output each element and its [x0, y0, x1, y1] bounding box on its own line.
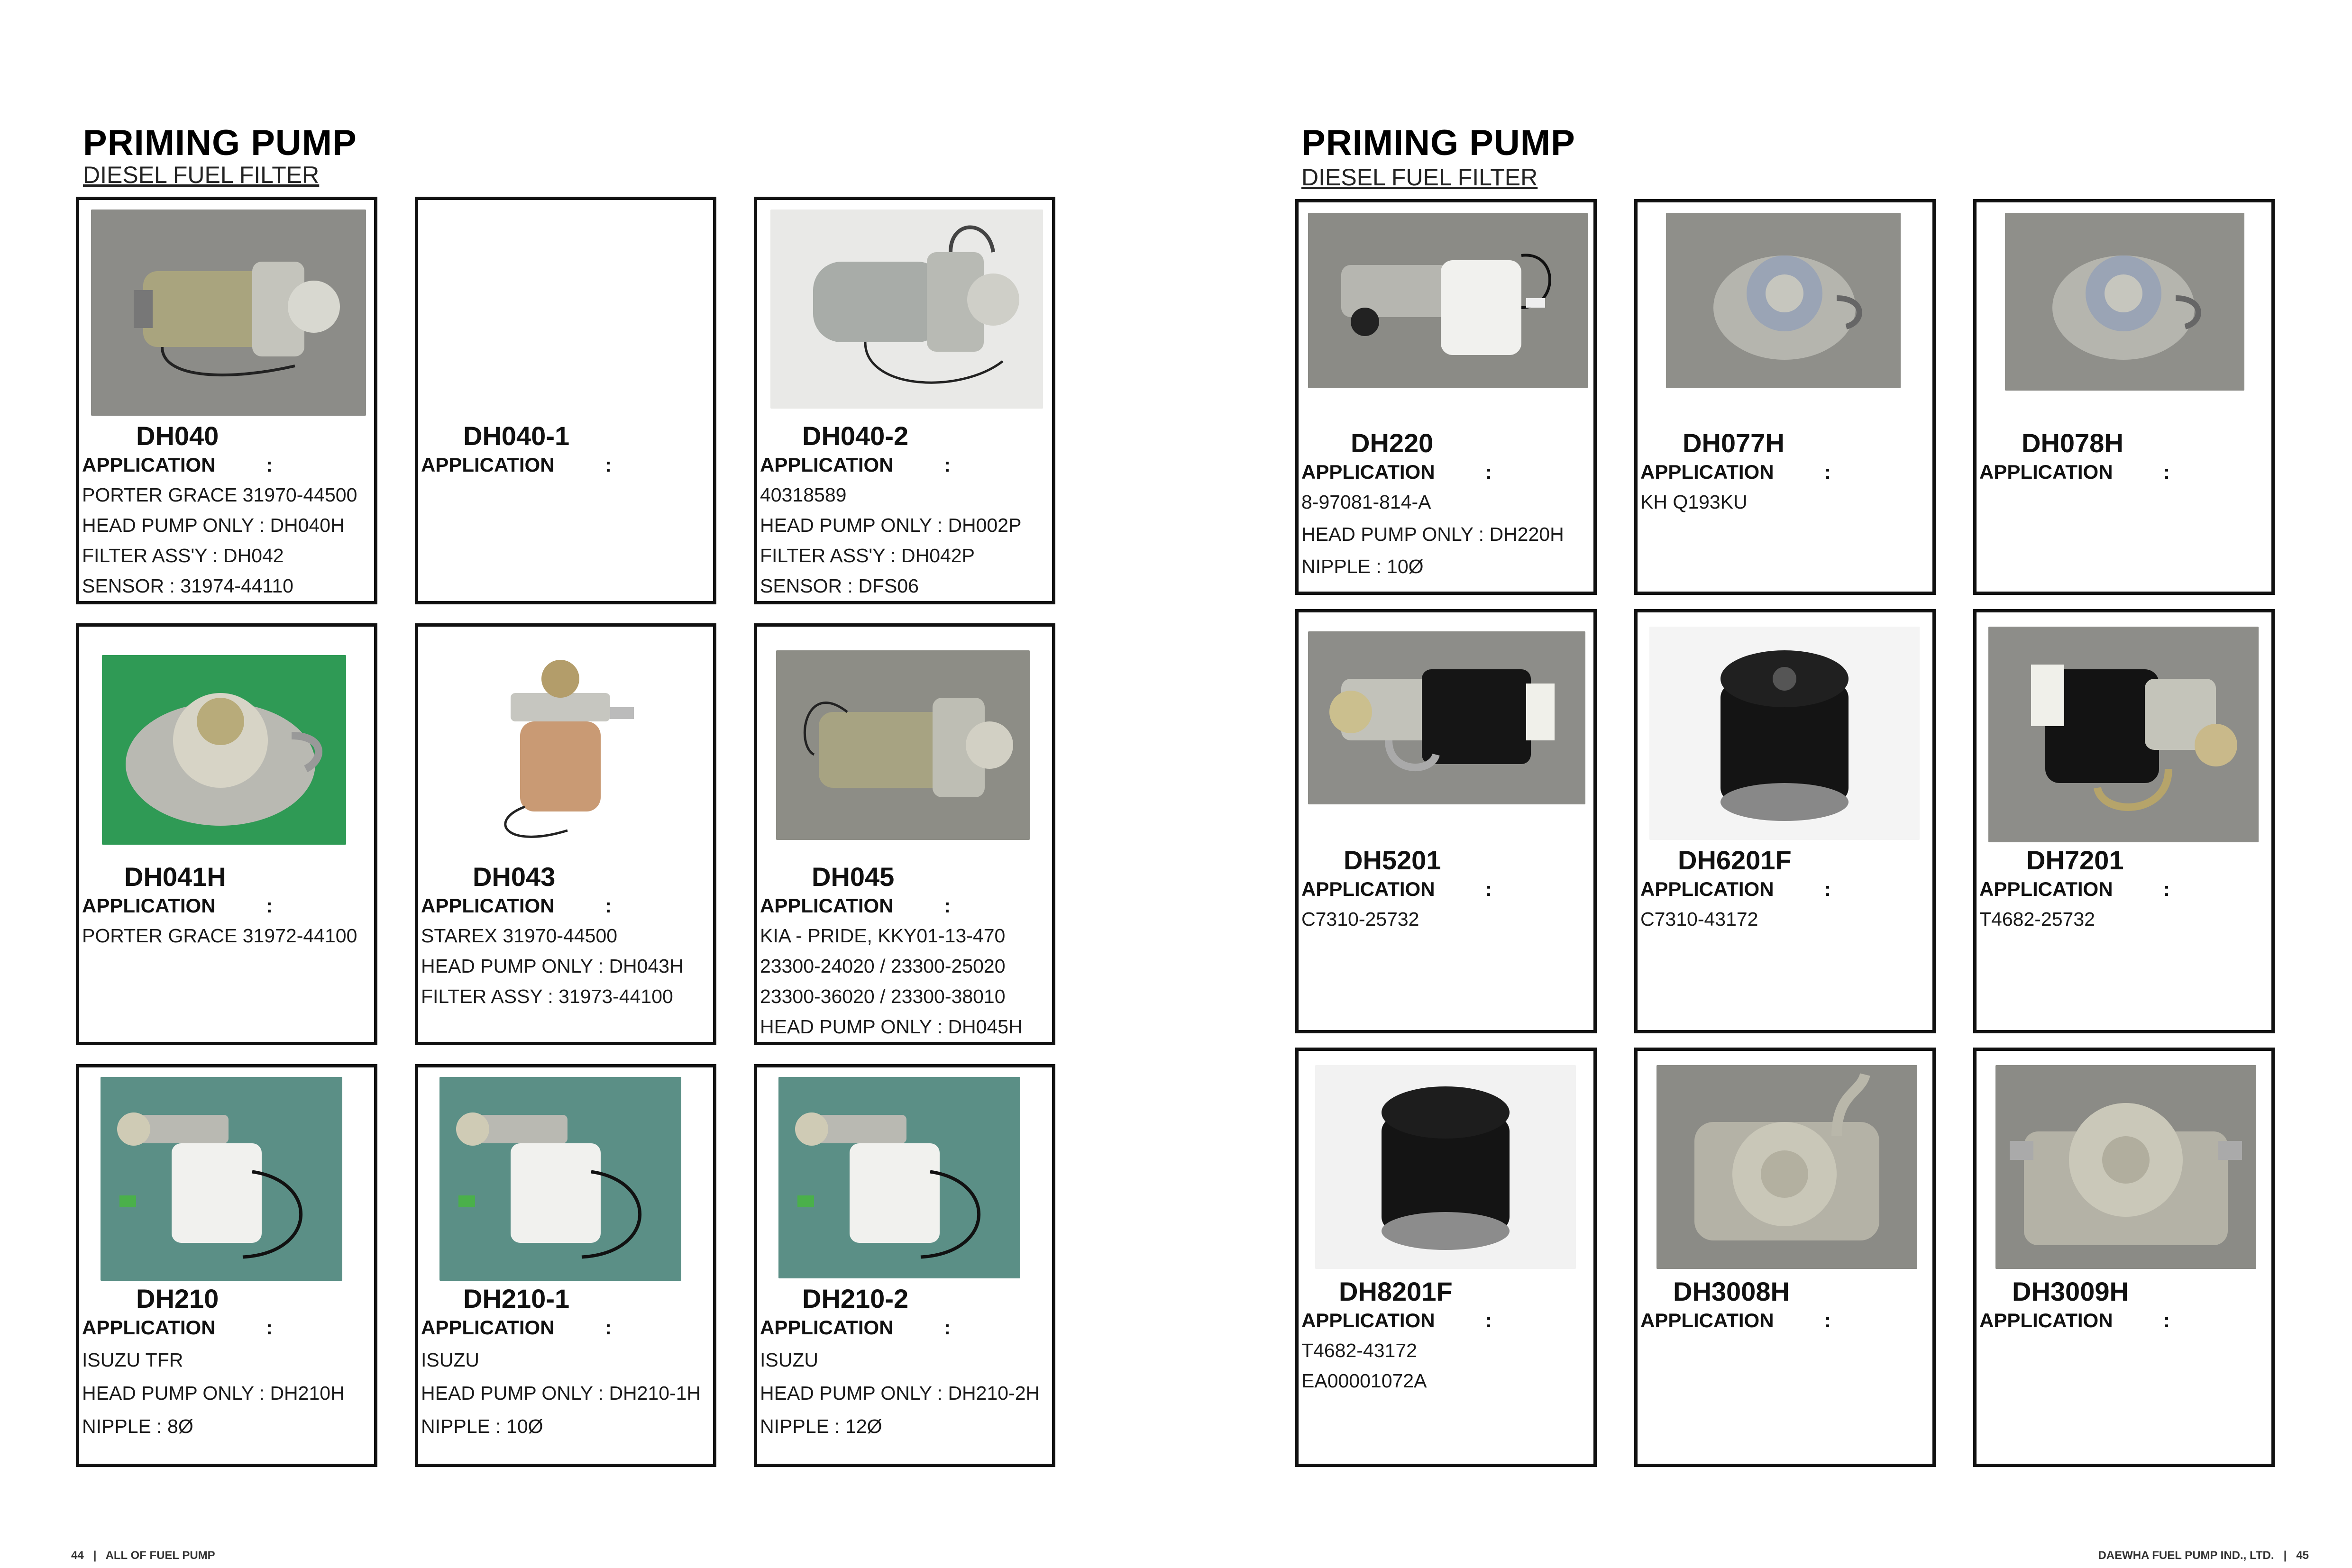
product-card — [754, 623, 1055, 1045]
detail-line: KIA - PRIDE, KKY01-13-470 — [760, 925, 1006, 947]
product-code: DH040 — [136, 421, 219, 451]
detail-line: HEAD PUMP ONLY : DH210-1H — [421, 1382, 701, 1404]
product-card — [754, 1064, 1055, 1467]
footer-text: ALL OF FUEL PUMP — [105, 1549, 215, 1562]
application-details — [82, 480, 357, 601]
application-label: APPLICATION : — [1301, 1309, 1492, 1331]
detail-line: 23300-24020 / 23300-25020 — [760, 955, 1006, 977]
detail-line: STAREX 31970-44500 — [421, 925, 618, 947]
application-label: APPLICATION : — [421, 894, 612, 917]
application-label: APPLICATION : — [760, 1316, 951, 1339]
product-photo — [1308, 213, 1588, 388]
application-label: APPLICATION : — [1979, 1309, 2170, 1331]
detail-line: HEAD PUMP ONLY : DH220H — [1301, 523, 1564, 545]
product-photo — [439, 1077, 681, 1281]
product-card — [1973, 1048, 2275, 1467]
product-photo — [1656, 1065, 1917, 1269]
detail-line: HEAD PUMP ONLY : DH045H — [760, 1016, 1023, 1038]
product-code: DH040-1 — [463, 421, 570, 451]
product-photo — [770, 210, 1043, 409]
application-details — [82, 921, 357, 951]
detail-line: HEAD PUMP ONLY : DH210H — [82, 1382, 345, 1404]
application-label: APPLICATION : — [82, 894, 273, 917]
product-card — [415, 1064, 716, 1467]
product-code: DH210 — [136, 1284, 219, 1313]
application-details — [1640, 487, 1748, 519]
application-label: APPLICATION : — [421, 454, 612, 476]
application-details — [760, 1345, 1040, 1444]
detail-line: HEAD PUMP ONLY : DH002P — [760, 514, 1022, 536]
application-details — [760, 921, 1023, 1042]
detail-line: PORTER GRACE 31972-44100 — [82, 925, 357, 947]
product-photo — [2005, 213, 2244, 391]
product-photo — [1649, 627, 1920, 840]
application-label: APPLICATION : — [1979, 878, 2170, 900]
footer-separator: | — [2283, 1549, 2287, 1562]
product-card — [1973, 199, 2275, 595]
product-card — [1973, 609, 2275, 1033]
product-card — [76, 1064, 377, 1467]
page-subtitle: DIESEL FUEL FILTER — [83, 162, 320, 188]
product-code: DH210-1 — [463, 1284, 570, 1313]
product-card — [415, 623, 716, 1045]
application-details — [1640, 904, 1758, 934]
product-photo — [1315, 1065, 1576, 1269]
detail-line: SENSOR : 31974-44110 — [82, 575, 293, 597]
product-photo — [101, 1077, 342, 1281]
application-details — [760, 480, 1021, 601]
application-label: APPLICATION : — [1301, 878, 1492, 900]
product-photo — [778, 1077, 1020, 1278]
application-label: APPLICATION : — [1979, 461, 2170, 483]
product-code: DH045 — [812, 862, 895, 892]
product-card — [754, 197, 1055, 604]
footer-separator: | — [93, 1549, 97, 1562]
product-code: DH5201 — [1344, 845, 1441, 875]
application-details — [1301, 904, 1419, 934]
application-details — [1301, 1335, 1427, 1396]
application-details — [421, 1345, 701, 1444]
product-photo — [1666, 213, 1901, 388]
product-card — [76, 623, 377, 1045]
detail-line: NIPPLE : 12Ø — [760, 1415, 882, 1437]
product-photo — [1988, 627, 2259, 842]
detail-line: EA00001072A — [1301, 1370, 1427, 1392]
detail-line: HEAD PUMP ONLY : DH040H — [82, 514, 345, 536]
page-footer — [71, 1549, 215, 1562]
page-number: 44 — [71, 1549, 84, 1562]
product-card — [1295, 609, 1597, 1033]
product-code: DH3009H — [2012, 1276, 2129, 1306]
product-code: DH077H — [1683, 428, 1785, 458]
product-code: DH078H — [2022, 428, 2123, 458]
detail-line: NIPPLE : 10Ø — [421, 1415, 543, 1437]
product-code: DH8201F — [1339, 1276, 1453, 1306]
detail-line: KH Q193KU — [1640, 491, 1748, 513]
page-footer — [2098, 1549, 2309, 1562]
detail-line: ISUZU TFR — [82, 1349, 183, 1371]
product-card — [1634, 1048, 1936, 1467]
application-label: APPLICATION : — [760, 894, 951, 917]
detail-line: 40318589 — [760, 484, 847, 506]
filter-pump-sensor-icon — [91, 210, 366, 416]
product-photo — [102, 655, 346, 845]
application-details — [1301, 487, 1564, 583]
product-card — [1295, 1048, 1597, 1467]
detail-line: HEAD PUMP ONLY : DH043H — [421, 955, 684, 977]
product-code: DH040-2 — [802, 421, 909, 451]
application-details — [1979, 904, 2095, 934]
application-label: APPLICATION : — [82, 1316, 273, 1339]
right-page — [1176, 0, 2352, 1568]
detail-line: SENSOR : DFS06 — [760, 575, 919, 597]
product-photo — [477, 650, 648, 854]
detail-line: FILTER ASS'Y : DH042P — [760, 545, 975, 566]
product-code: DH7201 — [2026, 845, 2124, 875]
application-label: APPLICATION : — [1301, 461, 1492, 483]
product-photo — [1995, 1065, 2256, 1269]
application-label: APPLICATION : — [760, 454, 951, 476]
detail-line: T4682-25732 — [1979, 908, 2095, 930]
detail-line: C7310-25732 — [1301, 908, 1419, 930]
product-code: DH043 — [473, 862, 556, 892]
application-details — [421, 921, 684, 1012]
product-code: DH041H — [124, 862, 226, 892]
product-card — [1634, 199, 1936, 595]
product-photo — [776, 650, 1030, 840]
product-card — [1295, 199, 1597, 595]
product-code: DH6201F — [1678, 845, 1792, 875]
product-card — [415, 197, 716, 604]
application-label: APPLICATION : — [1640, 878, 1831, 900]
product-photo — [1308, 631, 1585, 804]
detail-line: C7310-43172 — [1640, 908, 1758, 930]
application-label: APPLICATION : — [421, 1316, 612, 1339]
detail-line: FILTER ASS'Y : DH042 — [82, 545, 284, 566]
detail-line: HEAD PUMP ONLY : DH210-2H — [760, 1382, 1040, 1404]
application-label: APPLICATION : — [1640, 1309, 1831, 1331]
page-number: 45 — [2296, 1549, 2309, 1562]
detail-line: PORTER GRACE 31970-44500 — [82, 484, 357, 506]
product-code: DH3008H — [1673, 1276, 1790, 1306]
footer-text: DAEWHA FUEL PUMP IND., LTD. — [2098, 1549, 2274, 1562]
product-code: DH220 — [1351, 428, 1434, 458]
product-photo — [91, 210, 366, 416]
application-label: APPLICATION : — [82, 454, 273, 476]
detail-line: ISUZU — [760, 1349, 818, 1371]
detail-line: 8-97081-814-A — [1301, 491, 1431, 513]
page-subtitle: DIESEL FUEL FILTER — [1301, 164, 1538, 191]
application-label: APPLICATION : — [1640, 461, 1831, 483]
product-code: DH210-2 — [802, 1284, 909, 1313]
product-card — [1634, 609, 1936, 1033]
application-details — [82, 1345, 345, 1444]
page-title: PRIMING PUMP — [83, 123, 357, 163]
detail-line: 23300-36020 / 23300-38010 — [760, 985, 1006, 1007]
detail-line: ISUZU — [421, 1349, 479, 1371]
detail-line: NIPPLE : 8Ø — [82, 1415, 193, 1437]
page-title: PRIMING PUMP — [1301, 123, 1575, 163]
product-card — [76, 197, 377, 604]
detail-line: T4682-43172 — [1301, 1340, 1417, 1361]
detail-line: FILTER ASSY : 31973-44100 — [421, 985, 673, 1007]
detail-line: NIPPLE : 10Ø — [1301, 556, 1424, 577]
